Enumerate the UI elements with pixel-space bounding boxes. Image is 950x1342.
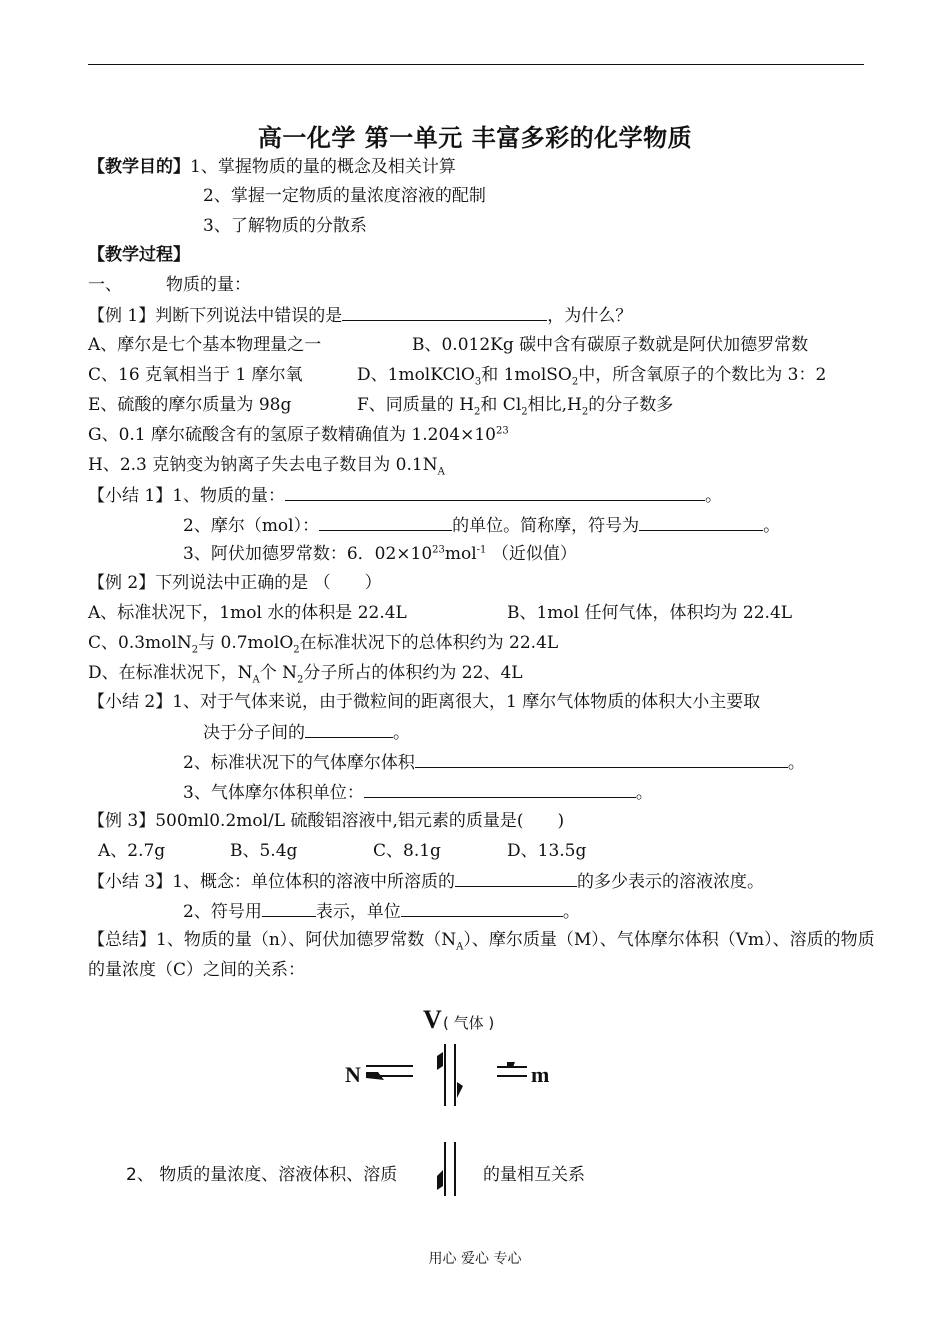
summary-3-line-2 bbox=[183, 900, 580, 923]
superscript: 23 bbox=[432, 544, 445, 556]
answer-blank bbox=[401, 900, 563, 917]
summary-1-text: mol bbox=[444, 544, 477, 564]
example-3-question: 【例 3】500ml0.2mol/L 硫酸铝溶液中,铝元素的质量是( ) bbox=[88, 811, 565, 831]
goals-label: 【教学目的】 bbox=[88, 157, 190, 177]
summary-1-text: 3、阿伏加德罗常数：6．02×10 bbox=[183, 544, 433, 564]
summary-3-text: 表示，单位 bbox=[315, 902, 401, 922]
answer-blank bbox=[305, 721, 393, 738]
summary-3-text: 【小结 3】1、概念：单位体积的溶液中所溶质的 bbox=[88, 872, 456, 892]
period: 。 bbox=[705, 486, 723, 506]
period: 。 bbox=[787, 753, 805, 773]
particle-number-label: N bbox=[345, 1062, 361, 1087]
superscript: -1 bbox=[476, 544, 487, 556]
goal-1: 1、掌握物质的量的概念及相关计算 bbox=[190, 157, 456, 177]
option-c-text: C、0.3molN bbox=[88, 633, 192, 653]
option-f-text: F、同质量的 H bbox=[357, 395, 475, 415]
mass-label: m bbox=[531, 1062, 550, 1087]
summary-text: ）、摩尔质量（M）、气体摩尔体积（Vm）、溶质的物质 bbox=[463, 930, 875, 950]
example-2-option-c bbox=[88, 632, 558, 654]
summary-2-line-3 bbox=[183, 781, 653, 804]
option-d-text: D、1molKClO bbox=[357, 365, 475, 385]
example-2-option-d bbox=[88, 662, 523, 684]
subscript: 2 bbox=[571, 376, 579, 388]
option-f-text: 相比,H bbox=[527, 395, 582, 415]
volume-note: ( 气体 ) bbox=[443, 1014, 495, 1032]
summary-1-text: （近似值） bbox=[486, 544, 577, 564]
example-1-option-a: A、摩尔是七个基本物理量之一 bbox=[88, 335, 322, 355]
subscript: A bbox=[437, 466, 445, 478]
superscript: 23 bbox=[495, 425, 509, 437]
example-1-option-e: E、硫酸的摩尔质量为 98g bbox=[88, 395, 292, 415]
summary-3-text: 的多少表示的溶液浓度。 bbox=[577, 872, 765, 892]
option-h-text: H、2.3 克钠变为钠离子失去电子数目为 0.1N bbox=[88, 455, 438, 475]
example-3-option-c: C、8.1g bbox=[373, 841, 441, 861]
document-title: 高一化学 第一单元 丰富多彩的化学物质 bbox=[257, 124, 693, 152]
right-arrow-pair bbox=[497, 1062, 527, 1076]
answer-blank bbox=[342, 304, 547, 321]
option-d-text: D、在标准状况下，N bbox=[88, 663, 253, 683]
answer-blank bbox=[639, 514, 763, 531]
subscript: 2 bbox=[474, 406, 481, 418]
answer-blank bbox=[364, 781, 636, 798]
summary-2-line-2 bbox=[183, 751, 805, 774]
subscript: 2 bbox=[293, 644, 300, 656]
summary-1-text: 【小结 1】1、物质的量： bbox=[88, 486, 286, 506]
example-1-text: 【例 1】判断下列说法中错误的是 bbox=[88, 306, 343, 326]
example-1-option-c: C、16 克氧相当于 1 摩尔氧 bbox=[88, 365, 303, 385]
period: 。 bbox=[635, 783, 653, 803]
answer-blank bbox=[285, 484, 705, 501]
summary-1-text: 2、摩尔（mol）： bbox=[183, 516, 320, 536]
relationship-diagram bbox=[0, 1000, 950, 1220]
option-c-text: 与 0.7molO bbox=[198, 633, 294, 653]
subscript: 2 bbox=[581, 406, 589, 418]
option-f-text: 的分子数多 bbox=[588, 395, 674, 415]
summary-1-line-1 bbox=[88, 484, 722, 507]
period: 。 bbox=[562, 902, 580, 922]
section-1-text: 物质的量： bbox=[166, 275, 251, 295]
period: 。 bbox=[763, 516, 781, 536]
vertical-arrow-pair bbox=[437, 1044, 463, 1106]
option-d-text: 个 N bbox=[259, 663, 298, 683]
summary-line-1 bbox=[88, 929, 875, 951]
option-d-text: 中，所含氧原子的个数比为 3：2 bbox=[578, 365, 827, 385]
subscript: 3 bbox=[474, 376, 482, 388]
answer-blank bbox=[319, 514, 452, 531]
header-rule bbox=[88, 64, 864, 65]
example-1-option-g bbox=[88, 424, 509, 446]
summary-line-2: 的量浓度（C）之间的关系： bbox=[88, 960, 306, 980]
summary-text: 【总结】1、物质的量（n）、阿伏加德罗常数（N bbox=[88, 930, 457, 950]
answer-blank bbox=[262, 900, 316, 917]
subscript: 2 bbox=[521, 406, 528, 418]
left-arrow-pair bbox=[366, 1066, 413, 1080]
summary-2-text: 决于分子间的 bbox=[203, 723, 305, 743]
subscript: 2 bbox=[191, 644, 199, 656]
section-1-number: 一、 bbox=[88, 275, 122, 295]
summary-1-line-2 bbox=[183, 514, 780, 537]
example-1-option-h bbox=[88, 454, 445, 476]
example-1-option-f bbox=[357, 394, 673, 416]
summary-2-text: 3、气体摩尔体积单位： bbox=[183, 783, 364, 803]
option-d-text: 分子所占的体积约为 22、4L bbox=[303, 663, 523, 683]
page-footer: 用心 爱心 专心 bbox=[428, 1251, 522, 1267]
summary-1-line-3 bbox=[183, 543, 577, 565]
option-f-text: 和 Cl bbox=[480, 395, 522, 415]
summary-2-line-1: 【小结 2】1、对于气体来说，由于微粒间的距离很大，1 摩尔气体物质的体积大小主要取 bbox=[88, 692, 761, 712]
option-c-text: 在标准状况下的总体积约为 22.4L bbox=[299, 633, 559, 653]
example-2-question: 【例 2】下列说法中正确的是 （ ） bbox=[88, 573, 382, 593]
example-1-option-b: B、0.012Kg 碳中含有碳原子数就是阿伏加德罗常数 bbox=[412, 335, 809, 355]
relation-item-2-text: 2、 物质的量浓度、溶液体积、溶质 bbox=[126, 1165, 398, 1185]
goal-3: 3、了解物质的分散系 bbox=[203, 216, 367, 236]
option-g-text: G、0.1 摩尔硫酸含有的氢原子数精确值为 1.204×10 bbox=[88, 425, 496, 445]
example-3-option-b: B、5.4g bbox=[230, 841, 298, 861]
section-1-heading bbox=[88, 274, 251, 296]
answer-blank bbox=[415, 751, 788, 768]
summary-3-line-1 bbox=[88, 870, 764, 893]
goal-2: 2、掌握一定物质的量浓度溶液的配制 bbox=[203, 186, 486, 206]
relation-item-2-text-end: 的量相互关系 bbox=[483, 1165, 585, 1185]
goals-line-1 bbox=[88, 156, 456, 178]
example-1-suffix: ，为什么？ bbox=[547, 306, 633, 326]
example-2-option-b: B、1mol 任何气体，体积均为 22.4L bbox=[507, 603, 793, 623]
volume-label: V bbox=[423, 1005, 442, 1034]
period: 。 bbox=[393, 723, 410, 743]
subscript: A bbox=[456, 941, 464, 953]
subscript: A bbox=[252, 674, 260, 686]
example-2-option-a: A、标准状况下，1mol 水的体积是 22.4L bbox=[88, 603, 407, 623]
option-d-text: 和 1molSO bbox=[481, 365, 572, 385]
summary-3-text: 2、符号用 bbox=[183, 902, 262, 922]
example-1-option-d bbox=[357, 364, 826, 386]
example-3-option-a: A、2.7g bbox=[98, 841, 166, 861]
example-3-option-d: D、13.5g bbox=[507, 841, 587, 861]
summary-1-text: 的单位。简称摩，符号为 bbox=[452, 516, 640, 536]
diagram-mask bbox=[413, 1140, 483, 1190]
summary-2-text: 2、标准状况下的气体摩尔体积 bbox=[183, 753, 415, 773]
answer-blank bbox=[455, 870, 577, 887]
summary-2-line-1b bbox=[203, 721, 410, 744]
subscript: 2 bbox=[297, 674, 304, 686]
process-label: 【教学过程】 bbox=[88, 245, 190, 265]
example-1-question bbox=[88, 304, 632, 327]
